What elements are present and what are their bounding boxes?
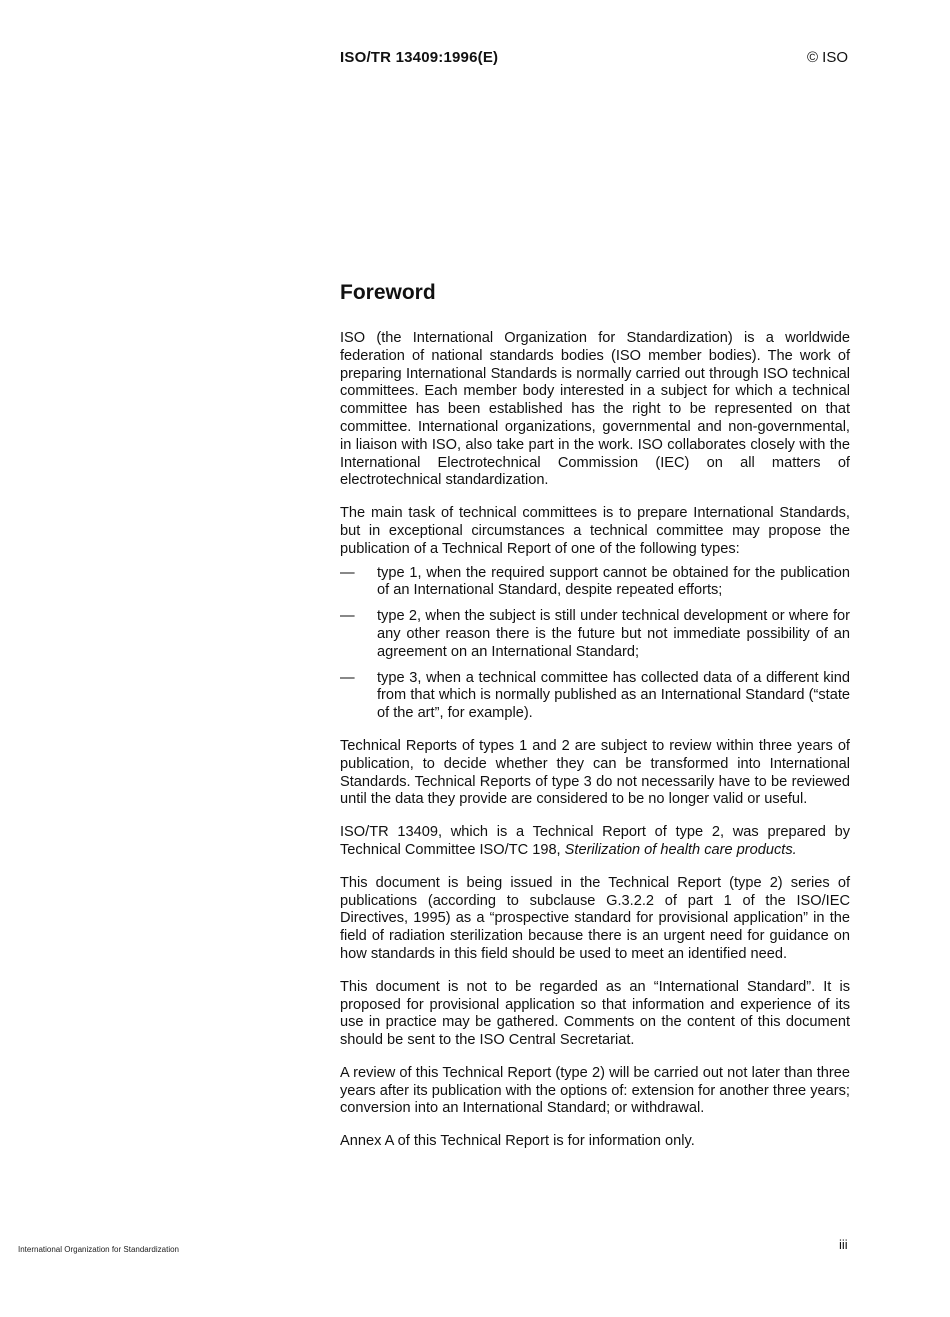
paragraph-review: Technical Reports of types 1 and 2 are subject to review within three years of publication, to decide whether they can be transformed into International Standards. Technical Reports of type 3 do not necessarily have to be reviewed until the data they provide are considered to be no longer valid or useful. <box>340 737 850 808</box>
page-title: Foreword <box>340 281 436 304</box>
list-dash: — <box>340 608 355 625</box>
report-types-list <box>340 565 850 723</box>
committee-title: Sterilization of health care products. <box>564 841 797 858</box>
page-number: iii <box>839 1237 848 1252</box>
list-dash: — <box>340 669 355 686</box>
list-item <box>340 608 850 661</box>
paragraph-not-standard: This document is not to be regarded as an “International Standard”. It is proposed for provisional application so that information and experience of its use in practice may be gathered. Comments on the content of this document should be sent to the ISO Central Secretariat. <box>340 978 850 1049</box>
list-item-text: type 3, when a technical committee has collected data of a different kind from that which is normally published as an International Standard (“state of the art”, for example). <box>377 669 850 722</box>
paragraph-main-task: The main task of technical committees is to prepare International Standards, but in exceptional circumstances a technical committee may propose the publication of a Technical Report of one of the following types: <box>340 505 850 557</box>
list-dash: — <box>340 564 355 581</box>
list-item <box>340 565 850 601</box>
paragraph-review-type2: A review of this Technical Report (type 2) will be carried out not later than three years after its publication with the options of: extension for another three years; conversion into an International Standard; or withdrawal. <box>340 1064 850 1117</box>
list-item <box>340 670 850 723</box>
paragraph-iso-intro: ISO (the International Organization for Standardization) is a worldwide federation of national standards bodies (ISO member bodies). The work of preparing International Standards is normally carried out through ISO technical committees. Each member body interested in a subject for which a technical committee has been established has the right to be represented on that committee. International organizations, governmental and non-governmental, in liaison with ISO, also take part in the work. ISO collaborates closely with the International Electrotechnical Commission (IEC) on all matters of electrotechnical standardization. <box>340 330 850 489</box>
foreword-body <box>340 330 850 1166</box>
footer-organization: International Organization for Standardization <box>18 1245 179 1254</box>
document-id: ISO/TR 13409:1996(E) <box>340 49 499 66</box>
prepared-by-text: ISO/TR 13409, which is a Technical Report of type 2, was prepared by Technical Committee ISO/TC 198, <box>340 824 850 858</box>
paragraph-annex: Annex A of this Technical Report is for information only. <box>340 1133 695 1150</box>
list-item-text: type 1, when the required support cannot be obtained for the publication of an International Standard, despite repeated efforts; <box>377 564 850 599</box>
copyright-notice: © ISO <box>806 49 848 66</box>
list-item-text: type 2, when the subject is still under technical development or where for any other reason there is the future but not immediate possibility of an agreement on an International Standard; <box>377 608 850 660</box>
paragraph-issued: This document is being issued in the Technical Report (type 2) series of publications (according to subclause G.3.2.2 of part 1 of the ISO/IEC Directives, 1995) as a “prospective standard for provisional application” in the field of radiation sterilization because there is an urgent need for guidance on how standards in this field should be used to meet an identified need. <box>340 874 850 962</box>
paragraph-prepared-by <box>340 824 850 860</box>
